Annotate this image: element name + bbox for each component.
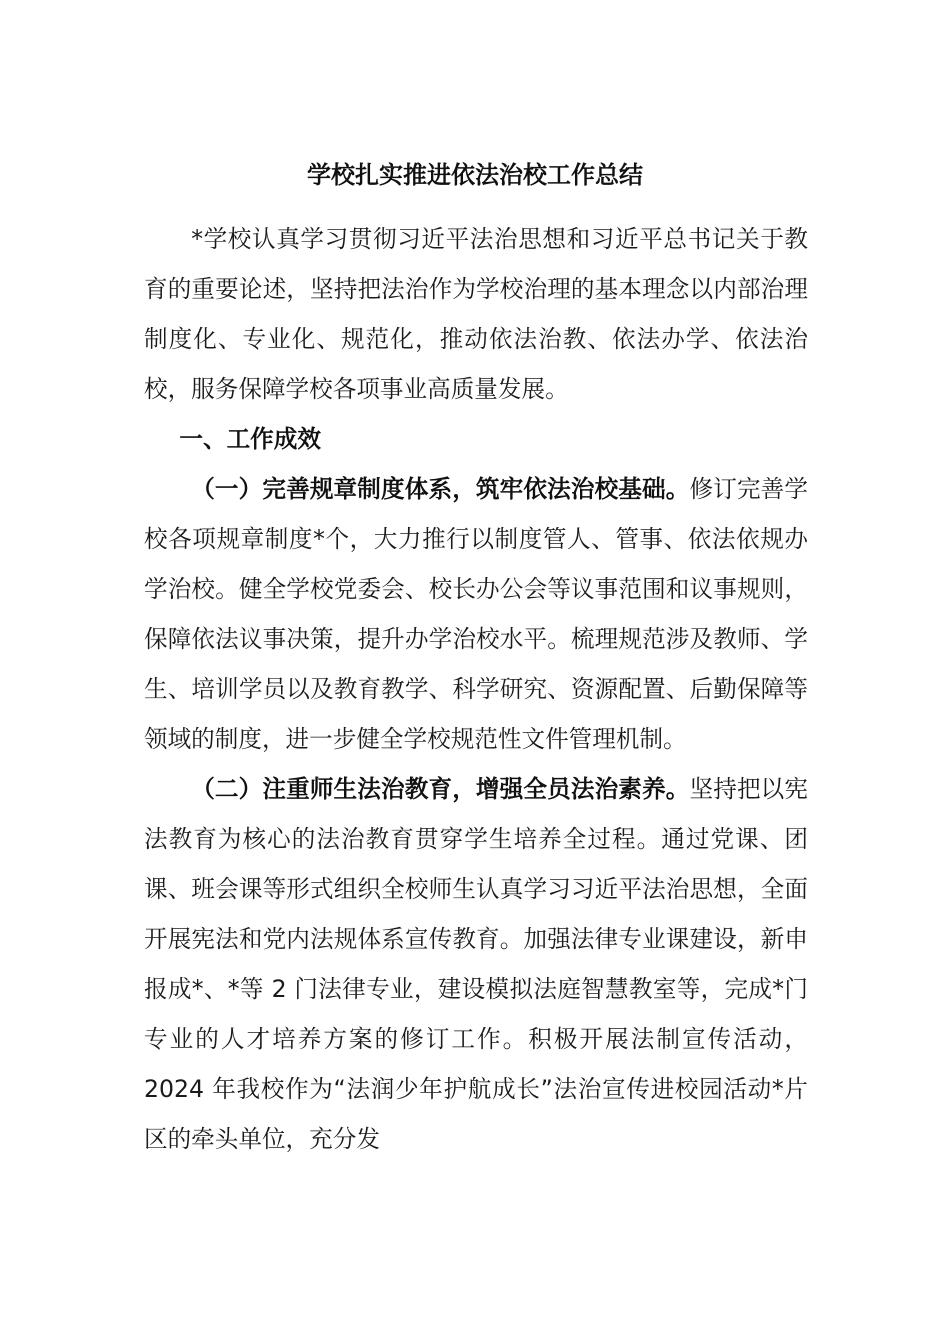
item-paragraph-1 (144, 464, 808, 764)
item-paragraph-2 (144, 764, 808, 1164)
item-lead-2: （二）注重师生法治教育，增强全员法治素养。 (191, 775, 690, 803)
item-text-1: 修订完善学校各项规章制度*个，大力推行以制度管人、管事、依法依规办学治校。健全学校党委会、校长办公会等议事范围和议事规则，保障依法议事决策，提升办学治校水平。梳理规范涉及教师、学生、培训学员以及教育教学、科学研究、资源配置、后勤保障等领域的制度，进一步健全学校规范性文件管理机制。 (144, 475, 809, 753)
intro-paragraph: *学校认真学习贯彻习近平法治思想和习近平总书记关于教育的重要论述，坚持把法治作为学校治理的基本理念以内部治理制度化、专业化、规范化，推动依法治教、依法办学、依法治校，服务保障学校各项事业高质量发展。 (144, 225, 808, 403)
document-body (144, 214, 808, 1164)
item-lead-1: （一）完善规章制度体系，筑牢依法治校基础。 (191, 475, 690, 503)
document-title: 学校扎实推进依法治校工作总结 (307, 161, 643, 189)
section-heading: 一、工作成效 (179, 425, 321, 453)
item-text-2: 坚持把以宪法教育为核心的法治教育贯穿学生培养全过程。通过党课、团课、班会课等形式组织全校师生认真学习习近平法治思想，全面开展宪法和党内法规体系宣传教育。加强法律专业课建设，新申报成*、*等 2 门法律专业，建设模拟法庭智慧教室等，完成*门专业的人才培养方案的修订工作。积极开展法制宣传活动，2024 年我校作为“法润少年护航成长”法治宣传进校园活动*片区的牵头单位，充分发 (144, 775, 809, 1153)
